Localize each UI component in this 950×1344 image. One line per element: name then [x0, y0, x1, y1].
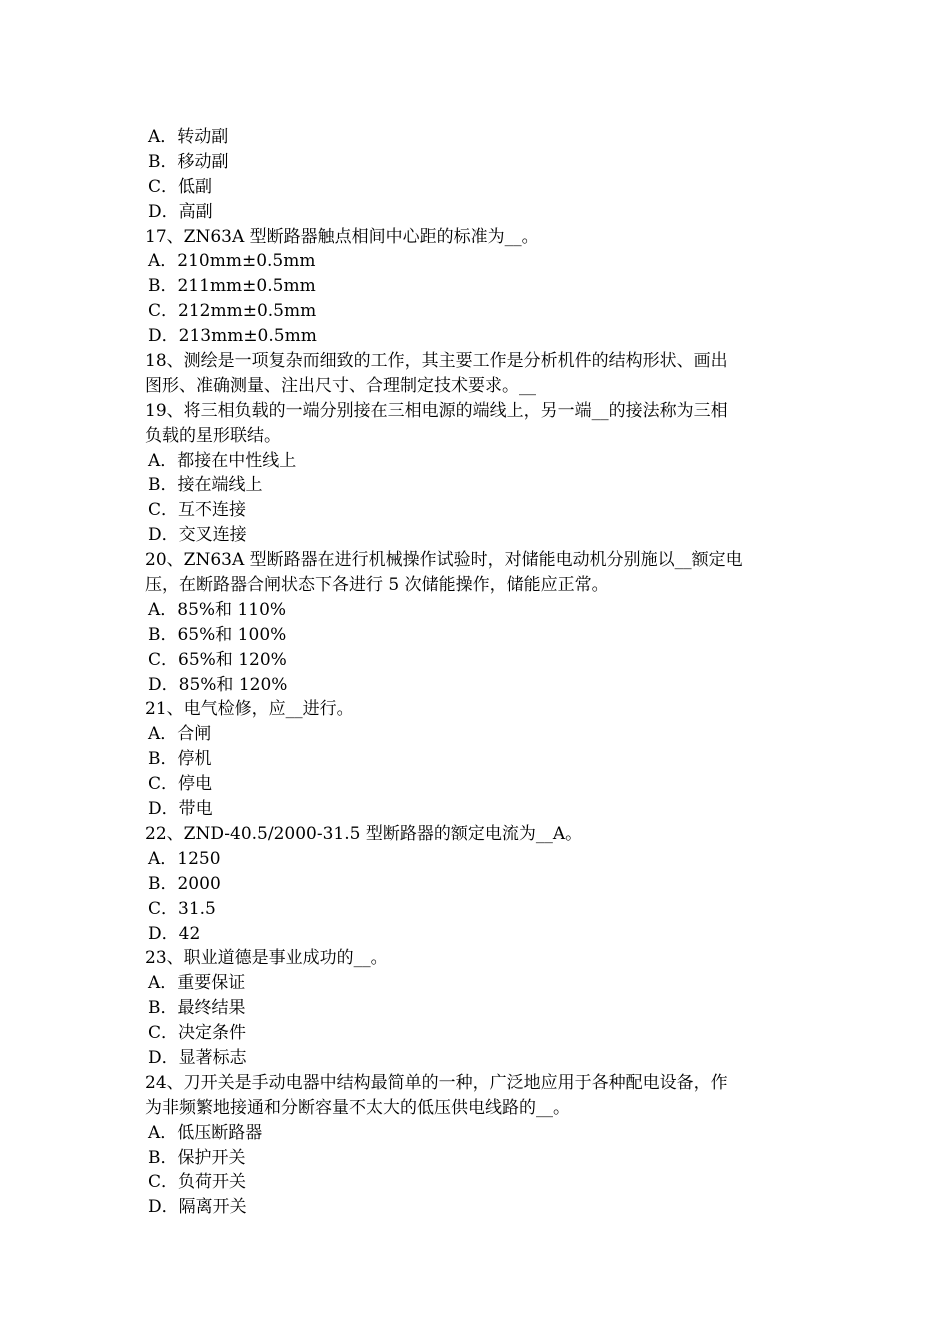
answer-option: B．最终结果 — [148, 998, 246, 1019]
question-text: 24、刀开关是手动电器中结构最简单的一种，广泛地应用于各种配电设备，作 — [145, 1072, 728, 1093]
question-text: 压，在断路器合闸状态下各进行 5 次储能操作，储能应正常。 — [145, 575, 609, 596]
answer-option: C．停电 — [148, 774, 213, 795]
question-text: 20、ZN63A 型断路器在进行机械操作试验时，对储能电动机分别施以__额定电 — [145, 550, 743, 571]
question-text: 17、ZN63A 型断路器触点相间中心距的标准为__。 — [145, 226, 539, 247]
question-text: 为非频繁地接通和分断容量不太大的低压供电线路的__。 — [145, 1097, 570, 1118]
answer-option: B．接在端线上 — [148, 475, 263, 496]
question-text: 18、测绘是一项复杂而细致的工作，其主要工作是分析机件的结构形状、画出 — [145, 351, 728, 372]
answer-option: B．移动副 — [148, 151, 229, 172]
answer-option: A．合闸 — [148, 724, 212, 745]
answer-option: C．低副 — [148, 176, 213, 197]
answer-option: D．高副 — [148, 201, 213, 222]
answer-option: C．31.5 — [148, 898, 216, 919]
answer-option: B．停机 — [148, 749, 212, 770]
answer-option: C．互不连接 — [148, 500, 247, 521]
answer-option: D．交叉连接 — [148, 525, 247, 546]
question-text: 19、将三相负载的一端分别接在三相电源的端线上，另一端__的接法称为三相 — [145, 400, 728, 421]
answer-option: C．负荷开关 — [148, 1172, 247, 1193]
document-page — [145, 125, 815, 1220]
answer-option: A．1250 — [148, 848, 221, 869]
question-text: 23、职业道德是事业成功的__。 — [145, 948, 388, 969]
answer-option: A．都接在中性线上 — [148, 450, 297, 471]
answer-option: A．85%和 110% — [148, 599, 287, 620]
answer-option: A．低压断路器 — [148, 1122, 263, 1143]
answer-option: D．带电 — [148, 799, 213, 820]
answer-option: C．决定条件 — [148, 1023, 247, 1044]
answer-option: B．保护开关 — [148, 1147, 246, 1168]
answer-option: C．212mm±0.5mm — [148, 301, 317, 322]
answer-option: B．211mm±0.5mm — [148, 276, 316, 297]
answer-option: C．65%和 120% — [148, 649, 287, 670]
answer-option: B．65%和 100% — [148, 624, 287, 645]
answer-option: A．重要保证 — [148, 973, 246, 994]
answer-option: A．转动副 — [148, 127, 229, 147]
answer-option: D．显著标志 — [148, 1047, 247, 1068]
answer-option: B．2000 — [148, 873, 221, 894]
question-text: 负载的星形联结。 — [145, 425, 281, 446]
answer-option: D．隔离开关 — [148, 1197, 247, 1218]
question-text: 图形、准确测量、注出尺寸、合理制定技术要求。__ — [145, 375, 536, 396]
question-text: 21、电气检修，应__进行。 — [145, 699, 354, 720]
answer-option: D．42 — [148, 923, 201, 944]
answer-option: D．85%和 120% — [148, 674, 288, 695]
answer-option: A．210mm±0.5mm — [148, 251, 316, 272]
answer-option: D．213mm±0.5mm — [148, 326, 317, 347]
question-text: 22、ZND-40.5/2000-31.5 型断路器的额定电流为__A。 — [145, 823, 583, 844]
